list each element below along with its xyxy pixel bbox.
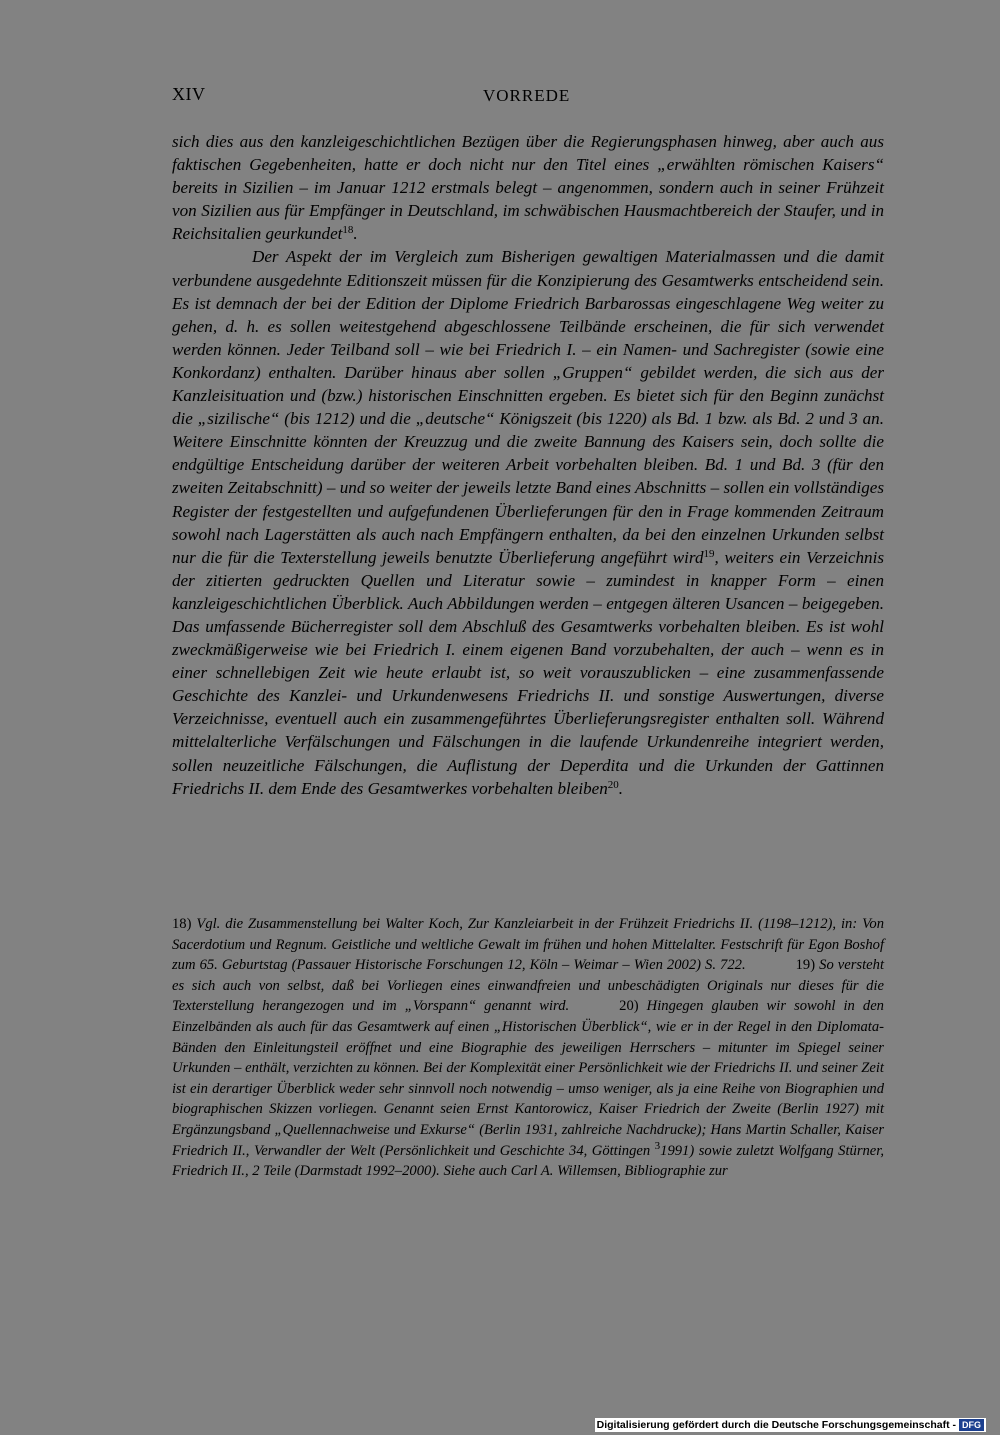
paragraph-end: . (353, 224, 358, 244)
dfg-logo: DFG (959, 1419, 984, 1431)
footnote-ref: 19 (703, 547, 715, 560)
paragraph-text: Der Aspekt der im Vergleich zum Bisherigen gewaltigen Materialmassen und die damit verbundene ausgedehnte Editionszeit müssen für die Konzipierung des Gesamtwerks entscheidend sein. Es ist demnach der bei der Edition der Diplome Friedrich Barbarossas eingeschlagene Weg weiter zu gehen, d. h. es sollen weitestgehend abgeschlossene Teilbände erscheinen, die für sich verwendet werden können. Jeder Teilband soll – wie bei Friedrich I. – ein Namen- und Sachregister (sowie eine Konkordanz) enthalten. Darüber hinaus aber sollen „Gruppen“ gebildet werden, die sich aus der Kanzleisituation und (bzw.) historischen Einschnitten ergeben. Es bietet sich für den Beginn zunächst die „sizilische“ (bis 1212) und die „deutsche“ Königszeit (bis 1220) als Bd. 1 bzw. als Bd. 2 und 3 an. Weitere Einschnitte könnten der Kreuzzug und die zweite Bannung des Kaisers sein, doch sollte die endgültige Entscheidung darüber der weiteren Arbeit vorbehalten bleiben. Bd. 1 und Bd. 3 (für den zweiten Zeitabschnitt) – und so weiter der jeweils letzte Band eines Abschnitts – sollen ein vollständiges Register der festgestellten und aufgefundenen Überlieferungen für den in Frage kommenden Zeitraum sowohl nach Lagerstätten als auch nach Empfängern enthalten, da bei den einzelnen Urkunden selbst nur die für die Texterstellung jeweils benutzte Überlieferung angeführt wird (172, 247, 884, 567)
footnote-text: So versteht es sich auch von selbst, daß bei Vorliegen eines einwandfreien und unbeschädigten Originals nur dieses für die Texterstellung herangezogen und im „Vorspann“ genannt wird. (172, 957, 884, 1015)
paragraph-text: sich dies aus den kanzleigeschichtlichen Bezügen über die Regierungsphasen hinweg, aber auch aus faktischen Gegebenheiten, hatte er doch nicht nur den Titel eines „erwählten römischen Kaisers“ bereits in Sizilien – im Januar 1212 erstmals belegt – angenommen, sondern auch in seiner Frühzeit von Sizilien aus für Empfänger in Deutschland, im schwäbischen Hausmachtbereich der Staufer, und in Reichsitalien geurkundet (172, 132, 884, 244)
footnote-ref: 18 (342, 224, 354, 237)
footnote-text: 1991) sowie zuletzt Wolfgang Stürner, Friedrich II., 2 Teile (Darmstadt 1992–2000). Siehe auch Carl A. Willemsen, Bibliographie zur (172, 1142, 884, 1180)
footnotes (172, 914, 884, 1182)
running-title: VORREDE (483, 86, 571, 105)
paragraph (172, 245, 884, 799)
running-head (172, 84, 884, 108)
footnote-number: 19) (795, 957, 816, 974)
paragraph-end: . (618, 778, 624, 798)
edition-superscript: 3 (654, 1139, 661, 1152)
footer-text: Digitalisierung gefördert durch die Deutsche Forschungsgemeinschaft - (596, 1419, 956, 1431)
paragraph-text: , weiters ein Verzeichnis der zitierten gedruckten Quellen und Literatur sowie – zumindest in knapper Form – einen kanzleigeschichtlichen Überblick. Auch Abbildungen werden – entgegen älteren Usancen – beigegeben. Das umfassende Bücherregister soll dem Abschluß des Gesamtwerks vorbehalten bleiben. Es ist wohl zweckmäßigerweise wie bei Friedrich I. einem eigenen Band vorzubehalten, der auch – wenn es in einer schnellebigen Zeit wie heute erlaubt ist, so weit vorauszublicken – eine zusammenfassende Geschichte des Kanzlei- und Urkundenwesens Friedrichs II. und sonstige Auswertungen, diverse Verzeichnisse, eventuell auch ein zusammengeführtes Überlieferungsregister enthalten soll. Während mittelalterliche Verfälschungen und Fälschungen in die laufende Urkundenreihe integriert werden, sollen neuzeitliche Fälschungen, die Auflistung der Deperdita und die Urkunden der Gattinnen Friedrichs II. dem Ende des Gesamtwerkes vorbehalten bleiben (172, 547, 885, 798)
footnote-number: 20) (619, 998, 639, 1015)
paragraph (172, 130, 884, 245)
footnote-ref: 20 (607, 778, 619, 791)
digitization-footer (595, 1418, 986, 1432)
main-text (172, 130, 884, 800)
footnote-text: Vgl. die Zusammenstellung bei Walter Koch, Zur Kanzleiarbeit in der Frühzeit Friedrichs II. (1198–1212), in: Von Sacerdotium und Regnum. Geistliche und weltliche Gewalt im frühen und hohen Mittelalter. Festschrift für Egon Boshof zum 65. Geburtstag (Passauer Historische Forschungen 12, Köln – Weimar – Wien 2002) S. 722. (172, 916, 884, 974)
footnote-text: Hingegen glauben wir sowohl in den Einzelbänden als auch für das Gesamtwerk auf einen „Historischen Überblick“, wie er in der Regel in den Diplomata-Bänden den Einleitungsteil eröffnet und eine Biographie des jeweiligen Herrschers – mitunter im Spiegel seiner Urkunden – enthält, verzichten zu können. Bei der Komplexität einer Persönlichkeit wie der Friedrichs II. und seiner Zeit ist ein derartiger Überblick weder sehr sinnvoll noch notwendig – umso weniger, als ja eine Reihe von Biographien und biographischen Skizzen vorliegen. Genannt seien Ernst Kantorowicz, Kaiser Friedrich der Zweite (Berlin 1927) mit Ergänzungsband „Quellennachweise und Exkurse“ (Berlin 1931, zahlreiche Nachdrucke); Hans Martin Schaller, Kaiser Friedrich II., Verwandler der Welt (Persönlichkeit und Geschichte 34, Göttingen (172, 998, 884, 1159)
page-number: XIV (172, 84, 206, 104)
footnote-number: 18) (172, 916, 192, 932)
